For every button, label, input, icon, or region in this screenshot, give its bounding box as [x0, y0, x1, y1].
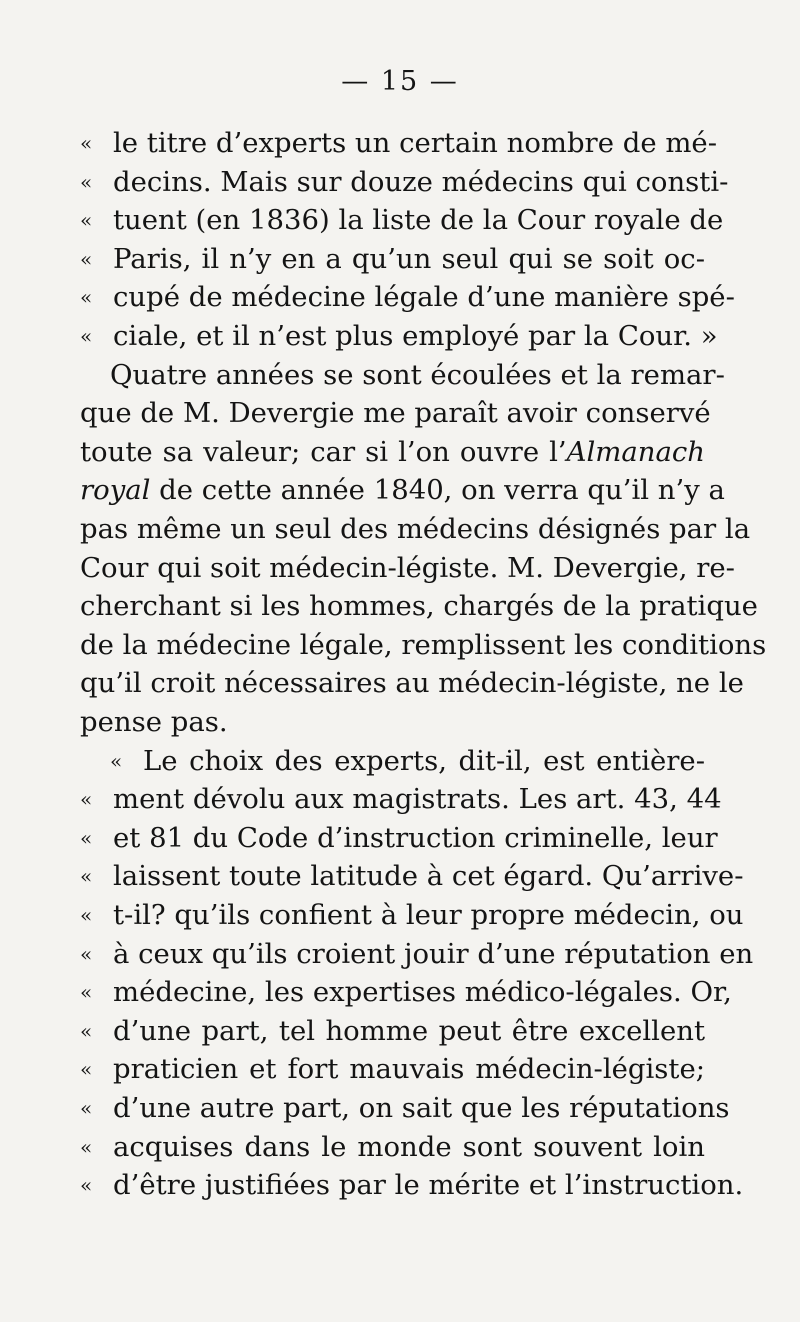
text-line — [80, 1166, 744, 1204]
text-line — [80, 703, 705, 741]
quote-mark: « — [80, 980, 93, 1005]
quote-mark: « — [80, 1096, 93, 1120]
quote-mark: « — [80, 941, 93, 966]
text-line — [80, 819, 718, 857]
text-line — [80, 510, 751, 548]
text-line — [80, 163, 729, 201]
quote-mark: « — [80, 208, 93, 233]
text-line — [80, 1089, 730, 1127]
text-line — [80, 317, 718, 355]
line-text: d’une autre part, on sait que les réputations — [113, 1092, 730, 1124]
line-text: Quatre années se sont écoulées et la remar- — [110, 358, 725, 391]
line-text: Cour qui soit médecin-légiste. M. Devergie, re- — [80, 551, 735, 584]
quote-mark: « — [80, 825, 93, 850]
quote-mark: « — [80, 1018, 93, 1043]
quote-mark: « — [80, 169, 93, 194]
quote-mark: « — [80, 285, 93, 310]
line-text: tuent (en 1836) la liste de la Cour royale de — [113, 204, 724, 237]
quote-mark: « — [110, 748, 123, 773]
text-line — [80, 433, 705, 471]
line-text: cupé de médecine légale d’une manière spé- — [113, 281, 735, 314]
quote-mark: « — [80, 324, 93, 348]
line-text: pas même un seul des médecins désignés par la — [80, 513, 751, 545]
text-line — [80, 201, 724, 239]
text-line — [80, 1050, 705, 1088]
quote-mark: « — [80, 1134, 93, 1159]
line-text: ciale, et il n’est plus employé par la Cour. » — [113, 320, 718, 352]
line-text: laissent toute latitude à cet égard. Qu’arrive- — [113, 860, 744, 893]
text-line — [80, 356, 725, 394]
line-text: d’être justifiées par le mérite et l’instruction. — [113, 1169, 744, 1202]
line-text: pense pas. — [80, 706, 228, 738]
italic-title: royal — [80, 474, 151, 507]
line-text: à ceux qu’ils croient jouir d’une réputation en — [113, 937, 754, 970]
line-text: t-il? qu’ils confient à leur propre médecin, ou — [113, 899, 744, 931]
line-text: decins. Mais sur douze médecins qui consti- — [113, 165, 729, 198]
line-text: le titre d’experts un certain nombre de mé- — [113, 127, 717, 159]
line-text: toute sa valeur; car si l’on ouvre l’ — [80, 435, 567, 468]
text-line — [80, 780, 722, 818]
quote-mark: « — [80, 1173, 93, 1198]
quote-mark: « — [80, 787, 93, 812]
line-text: d’une part, tel homme peut être excellent — [113, 1014, 705, 1047]
text-line — [80, 124, 717, 162]
line-text: Paris, il n’y en a qu’un seul qui se soit oc- — [113, 242, 705, 275]
text-line — [80, 664, 744, 702]
line-text: médecine, les expertises médico-légales. Or, — [113, 976, 732, 1009]
quote-mark: « — [80, 1057, 93, 1082]
text-line — [80, 935, 754, 973]
line-text: acquises dans le monde sont souvent loin — [113, 1130, 705, 1163]
line-text-after: de cette année 1840, on verra qu’il n’y a — [150, 474, 725, 507]
text-line — [80, 626, 767, 664]
line-text: qu’il croit nécessaires au médecin-légiste, ne le — [80, 667, 744, 700]
text-line — [80, 278, 735, 316]
quote-mark: « — [80, 864, 93, 889]
text-line — [80, 549, 735, 587]
line-text: praticien et fort mauvais médecin-légiste; — [113, 1053, 705, 1086]
text-line — [80, 394, 711, 432]
text-line — [80, 973, 732, 1011]
line-text: cherchant si les hommes, chargés de la pratique — [80, 590, 758, 623]
quote-mark: « — [80, 246, 93, 271]
line-text: et 81 du Code d’instruction criminelle, leur — [113, 821, 718, 854]
page-number: — 15 — — [341, 66, 459, 97]
italic-title: Almanach — [566, 435, 705, 468]
text-line — [80, 1012, 705, 1050]
text-line — [80, 742, 705, 780]
quote-mark: « — [80, 131, 93, 155]
text-line — [80, 896, 744, 934]
line-text: que de M. Devergie me paraît avoir conservé — [80, 397, 711, 430]
line-text: Le choix des experts, dit-il, est entière- — [143, 744, 705, 777]
text-line — [80, 240, 705, 278]
line-text: de la médecine légale, remplissent les conditions — [80, 628, 767, 661]
line-text: ment dévolu aux magistrats. Les art. 43, 44 — [113, 783, 722, 816]
text-line — [80, 1128, 705, 1166]
text-line — [80, 587, 758, 625]
quote-mark: « — [80, 903, 93, 927]
text-line — [80, 471, 725, 509]
text-line — [80, 857, 744, 895]
